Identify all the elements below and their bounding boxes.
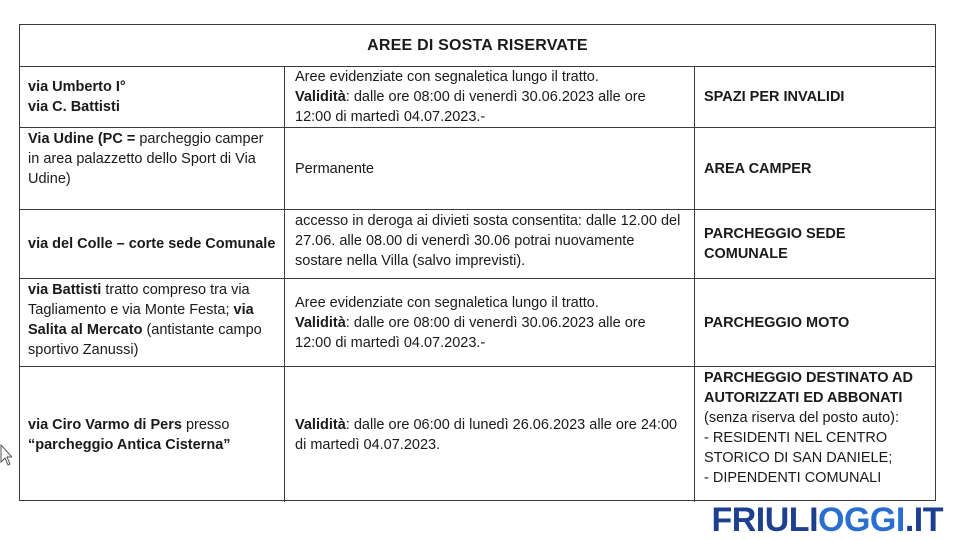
type-cell: AREA CAMPER xyxy=(704,160,812,177)
type-title: PARCHEGGIO DESTINATO AD AUTORIZZATI ED ABBONATI xyxy=(704,370,913,406)
location-cell: via del Colle – corte sede Comunale xyxy=(20,210,285,278)
validity-text: : dalle ore 06:00 di lunedì 26.06.2023 alle ore 24:00 di martedì 04.07.2023. xyxy=(295,416,678,453)
friulioggi-logo xyxy=(711,500,943,540)
details-cell: Permanente xyxy=(285,128,695,209)
details-cell xyxy=(285,367,695,502)
location-cell xyxy=(20,66,285,127)
details-cell: accesso in deroga ai divieti sosta consentita: dalle 12.00 del 27.06. alle 08.00 di venerdì 30.06 potrai nuovamente sostare nella Villa (salvo imprevisti). xyxy=(285,210,695,278)
location-line xyxy=(28,415,276,435)
location-line: via Umberto I° xyxy=(28,78,126,95)
location-cell xyxy=(20,128,285,209)
location-desc: (antistante campo sportivo Zanussi) xyxy=(28,322,262,358)
type-cell: PARCHEGGIO SEDE COMUNALE xyxy=(704,226,846,262)
parking-table xyxy=(19,24,936,501)
location-cell xyxy=(20,367,285,502)
location-desc: tratto compreso tra via Tagliamento e via Monte Festa; xyxy=(28,282,250,318)
location-street: via Ciro Varmo di Pers xyxy=(28,416,182,433)
logo-part-oggi: OGGI xyxy=(818,500,905,539)
table-row xyxy=(20,279,935,367)
table-row xyxy=(20,210,935,279)
details-validity xyxy=(295,87,684,127)
table-title: AREE DI SOSTA RISERVATE xyxy=(20,25,935,67)
mouse-pointer-icon xyxy=(0,444,12,473)
type-cell: SPAZI PER INVALIDI xyxy=(704,88,845,105)
table-row xyxy=(20,367,935,502)
type-cell xyxy=(695,367,935,502)
details-validity xyxy=(295,313,684,353)
location-street: via Battisti xyxy=(28,282,102,298)
logo-part-friuli: FRIULI xyxy=(711,500,819,539)
details-cell xyxy=(285,279,695,366)
validity-label: Validità xyxy=(295,416,346,433)
validity-text: : dalle ore 08:00 di venerdì 30.06.2023 alle ore 12:00 di martedì 04.07.2023.- xyxy=(295,89,646,125)
type-line: - RESIDENTI NEL CENTRO STORICO DI SAN DANIELE; xyxy=(704,430,893,466)
logo-part-it: .IT xyxy=(904,500,943,539)
validity-label: Validità xyxy=(295,89,346,105)
location-street: via Salita al Mercato xyxy=(28,302,254,338)
location-line: via C. Battisti xyxy=(28,98,120,115)
location-desc: presso xyxy=(181,416,230,433)
validity-label: Validità xyxy=(295,314,346,331)
type-cell: PARCHEGGIO MOTO xyxy=(704,314,850,331)
location-desc: parcheggio camper in area palazzetto dello Sport di Via Udine) xyxy=(28,131,264,187)
type-line: (senza riserva del posto auto): xyxy=(704,410,900,426)
location-line: “parcheggio Antica Cisterna” xyxy=(28,436,231,453)
details-validity xyxy=(295,415,684,455)
details-cell xyxy=(285,66,695,127)
location-cell xyxy=(20,279,285,366)
location-street: Via Udine (PC = xyxy=(28,131,136,147)
details-line: Aree evidenziate con segnaletica lungo il tratto. xyxy=(295,294,599,311)
type-line: - DIPENDENTI COMUNALI xyxy=(704,470,882,486)
table-row xyxy=(20,128,935,210)
validity-text: : dalle ore 08:00 di venerdì 30.06.2023 alle ore 12:00 di martedì 04.07.2023.- xyxy=(295,314,646,351)
table-row xyxy=(20,66,935,128)
details-line: Aree evidenziate con segnaletica lungo il tratto. xyxy=(295,69,599,85)
